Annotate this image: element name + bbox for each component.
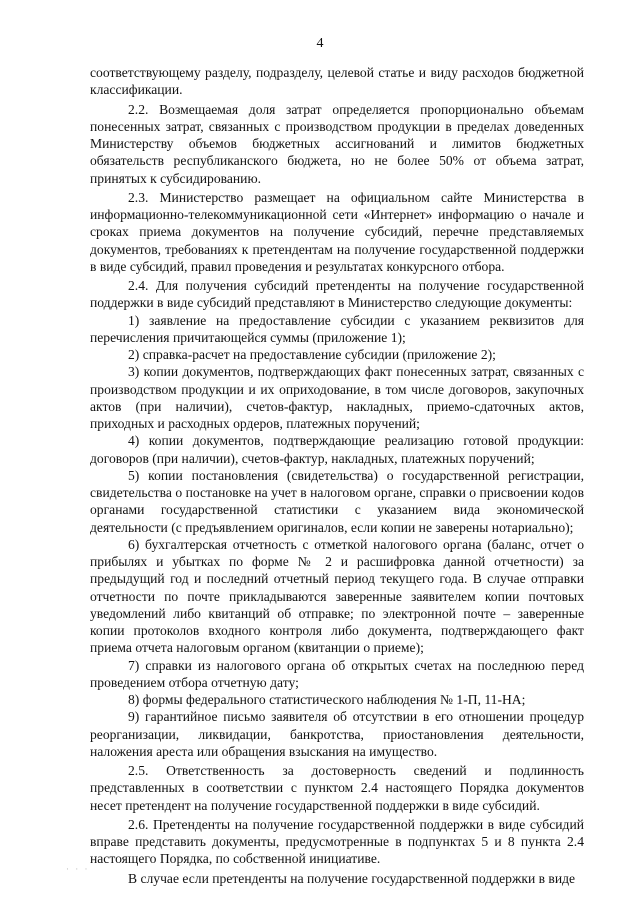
list-item-9: 9) гарантийное письмо заявителя об отсутствии в его отношении процедур реорганизации, ликвидации, банкротства, приостановления деятельности, наложения ареста или обращения взыскания на имущество. <box>90 709 584 759</box>
page-number: 4 <box>316 36 324 51</box>
list-item-4: 4) копии документов, подтверждающие реализацию готовой продукции: договоров (при наличии), счетов-фактур, накладных, платежных поручений; <box>90 433 584 466</box>
paragraph-continuation: соответствующему разделу, подразделу, целевой статье и виду расходов бюджетной классификации. <box>90 65 584 98</box>
list-item-7: 7) справки из налогового органа об открытых счетах на последнюю перед проведением отбора отчетную дату; <box>90 657 584 690</box>
paragraph-final: В случае если претенденты на получение государственной поддержки в виде <box>128 870 576 886</box>
scan-mark: · · · <box>66 864 90 874</box>
list-item-2: 2) справка-расчет на предоставление субсидии (приложение 2); <box>128 347 496 362</box>
paragraph-2-5: 2.5. Ответственность за достоверность сведений и подлинность представленных в соответствии с пунктом 2.4 настоящего Порядка документов несет претендент на получение государственной поддержки в виде субсидий. <box>90 763 584 813</box>
list-item-5: 5) копии постановления (свидетельства) о государственной регистрации, свидетельства о постановке на учет в налоговом органе, справки о присвоении кодов органами государственной статистики с указанием вида экономической деятельности (с предъявлением оригиналов, если копии не заверены нотариально); <box>90 467 584 535</box>
paragraph-2-6: 2.6. Претенденты на получение государственной поддержки в виде субсидий вправе представить документы, предусмотренные в подпунктах 5 и 8 пункта 2.4 настоящего Порядка, по собственной инициативе. <box>90 816 584 867</box>
paragraph-2-3: 2.3. Министерство размещает на официальном сайте Министерства в информационно-телекоммуникационной сети «Интернет» информацию о начале и сроках приема документов на получение субсидий, перечне представляемых документов, требованиях к претендентам на получение государственной поддержки в виде субсидий, правил проведения и результатах конкурсного отбора. <box>90 189 584 274</box>
paragraph-2-4: 2.4. Для получения субсидий претенденты на получение государственной поддержки в виде субсидий представляют в Министерство следующие документы: <box>90 278 584 311</box>
document-body <box>90 64 584 887</box>
list-item-6: 6) бухгалтерская отчетность с отметкой налогового органа (баланс, отчет о прибылях и убытках по форме № 2 и расшифровка данной отчетности) за предыдущий год и последний отчетный период текущего года. В случае отправки отчетности по почте прикладываются заверенные заявителем копии почтовых уведомлений либо квитанций об отправке; по электронной почте – заверенные копии протоколов входного контроля либо документа, подтверждающего факт приема отчета налоговым органом (квитанции о приеме); <box>90 536 584 656</box>
list-item-8: 8) формы федерального статистического наблюдения № 1-П, 11-НА; <box>128 692 526 707</box>
list-item-3: 3) копии документов, подтверждающих факт понесенных затрат, связанных с производством продукции и их оприходование, в том числе договоров, закупочных актов (при наличии), счетов-фактур, накладных, приемо-сдаточных актов, приходных и расходных ордеров, платежных поручений; <box>90 364 584 431</box>
list-item-1: 1) заявление на предоставление субсидии с указанием реквизитов для перечисления причитающейся суммы (приложение 1); <box>90 312 584 345</box>
paragraph-2-2: 2.2. Возмещаемая доля затрат определяется пропорционально объемам понесенных затрат, связанных с производством продукции в пределах доведенных Министерству объемов бюджетных ассигнований и лимитов бюджетных обязательств республиканского бюджета, но не более 50% от объема затрат, принятых к субсидированию. <box>90 101 584 186</box>
